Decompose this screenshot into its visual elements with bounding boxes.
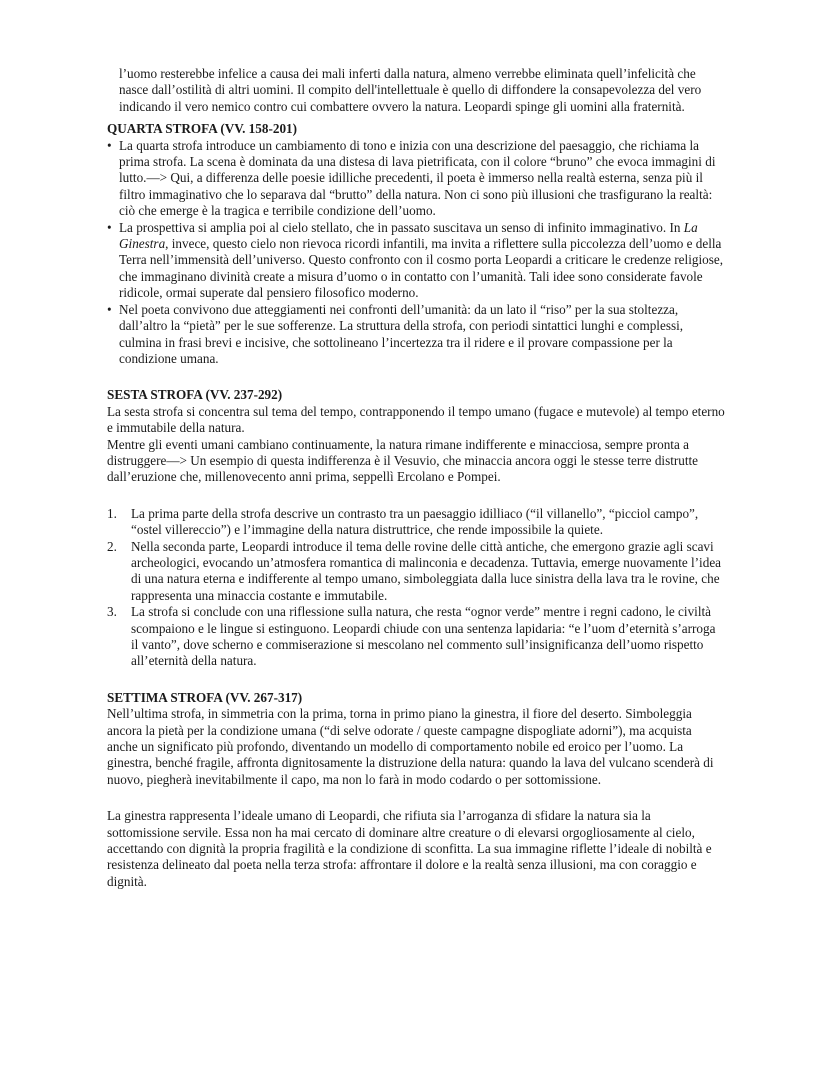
list-item (107, 604, 725, 670)
spacer (107, 670, 725, 690)
list-number: 1. (107, 505, 117, 521)
bullet-marker: • (107, 219, 112, 235)
spacer (107, 788, 725, 808)
bullet-item (107, 302, 725, 368)
numbered-list (107, 506, 725, 670)
paragraph: Nell’ultima strofa, in simmetria con la prima, torna in primo piano la ginestra, il fiore del deserto. Simboleggia ancora la pietà per la condizione umana (“di selve odorate / queste campagne dispogliate adorni”), ma acquista anche un significato più profondo, diventando un modello di comportamento nobile ed eroico per l’uomo. La ginestra, benché fragile, affronta dignitosamente la distruzione della natura: quando la lava del vulcano scenderà di nuovo, piegherà inevitabilmente il capo, ma non lo farà in modo codardo o per sottomissione. (107, 706, 714, 787)
section-quarta-strofa (107, 121, 725, 367)
bullet-item (107, 138, 725, 220)
list-item (107, 506, 725, 539)
bullet-text: Nel poeta convivono due atteggiamenti nei confronti dell’umanità: da un lato il “riso” per la sua stoltezza, dall’altro la “pietà” per le sue sofferenze. La struttura della strofa, con periodi sintattici lunghi e complessi, culmina in frasi brevi e incisive, che sottolineano l’incertezza tra il ridere e il provare compassione per la condizione umana. (119, 301, 684, 366)
bullet-text: La quarta strofa introduce un cambiamento di tono e inizia con una descrizione del paesaggio, che richiama la prima strofa. La scena è dominata da una distesa di lava pietrificata, con il colore “bruno” che evoca immagini di lutto.—> Qui, a differenza delle poesie idilliche precedenti, il poeta è immerso nella realtà esterna, senza più il filtro immaginativo che lo separava dal “brutto” della natura. Non ci sono più illusioni che trasfigurano la realtà: ciò che emerge è la tragica e terribile condizione dell’uomo. (119, 137, 716, 219)
list-number: 2. (107, 538, 117, 554)
paragraph: La sesta strofa si concentra sul tema del tempo, contrapponendo il tempo umano (fugace e mutevole) al tempo eterno e immutabile della natura. (107, 403, 725, 436)
section-heading: SESTA STROFA (VV. 237-292) (107, 387, 283, 403)
bullet-text (119, 220, 723, 301)
list-text: La strofa si conclude con una riflessione sulla natura, che resta “ognor verde” mentre i regni cadono, le civiltà scompaiono e le lingue si estinguono. Leopardi chiude con una sentenza lapidaria: “e l’uom d’eternità s’arroga il vanto”, dove scherno e commiserazione si mescolano nel commento sull’insignificanza dell’uomo rispetto all’eternità della natura. (131, 604, 716, 669)
bullet-marker: • (107, 301, 112, 317)
spacer (107, 367, 725, 387)
bullet-item (107, 220, 725, 302)
spacer (107, 486, 725, 506)
list-number: 3. (107, 604, 117, 620)
list-item (107, 539, 725, 605)
section-heading: SETTIMA STROFA (VV. 267-317) (107, 689, 303, 705)
bullet-text-part: , invece, questo cielo non rievoca ricordi infantili, ma invita a riflettere sulla piccolezza dell’uomo e della Terra nell’immensità dell’universo. Questo confronto con il cosmo porta Leopardi a criticare le credenze religiose, che immaginano divinità create a misura d’uomo o in contatto con l’umanità. Tali idee sono considerate favole ridicole, ormai superate dal pensiero filosofico moderno. (119, 236, 723, 301)
paragraph: Mentre gli eventi umani cambiano continuamente, la natura rimane indifferente e minacciosa, sempre pronta a distruggere—> Un esempio di questa indifferenza è il Vesuvio, che minaccia ancora oggi le stesse terre distrutte dall’eruzione che, millenovecento anni prima, seppellì Ercolano e Pompei. (107, 436, 699, 485)
bullet-text-part: La prospettiva si amplia poi al cielo stellato, che in passato suscitava un senso di infinito immaginativo. In (119, 219, 684, 235)
intro-paragraph: l’uomo resterebbe infelice a causa dei mali inferti dalla natura, almeno verrebbe eliminata quell’infelicità che nasce dall’ostilità di altri uomini. Il compito dell'intellettuale è quello di diffondere la consapevolezza del vero indicando il vero nemico contro cui combattere ovvero la natura. Leopardi spinge gli uomini alla fraternità. (119, 66, 702, 114)
section-settima-strofa (107, 690, 725, 890)
section-heading: QUARTA STROFA (VV. 158-201) (107, 121, 298, 137)
paragraph: La ginestra rappresenta l’ideale umano di Leopardi, che rifiuta sia l’arroganza di sfidare la natura sia la sottomissione servile. Essa non ha mai cercato di dominare altre creature o di elevarsi orgogliosamente al cielo, accettando con dignità la propria fragilità e la condizione di sconfitta. La sua immagine riflette l’ideale di nobiltà e resistenza delineato dal poeta nella terza strofa: affrontare il dolore e la realtà senza illusioni, ma con coraggio e dignità. (107, 808, 712, 889)
bullet-list (107, 138, 725, 368)
section-sesta-strofa (107, 387, 725, 670)
bullet-marker: • (107, 137, 112, 153)
list-text: La prima parte della strofa descrive un contrasto tra un paesaggio idilliaco (“il villanello”, “picciol campo”, “ostel villereccio”) e l’immagine della natura distruttrice, che rende impossibile la quiete. (131, 505, 699, 538)
italic-title: La Ginestra (119, 219, 698, 252)
document-page (107, 66, 725, 890)
list-text: Nella seconda parte, Leopardi introduce il tema delle rovine delle città antiche, che emergono grazie agli scavi archeologici, evocando un’atmosfera romantica di malinconia e decadenza. Tuttavia, emerge nuovamente l’idea di una natura eterna e indifferente al tempo umano, simboleggiata dalla luce sinistra della lava tra le rovine, che rappresenta una minaccia costante e immutabile. (131, 538, 722, 603)
